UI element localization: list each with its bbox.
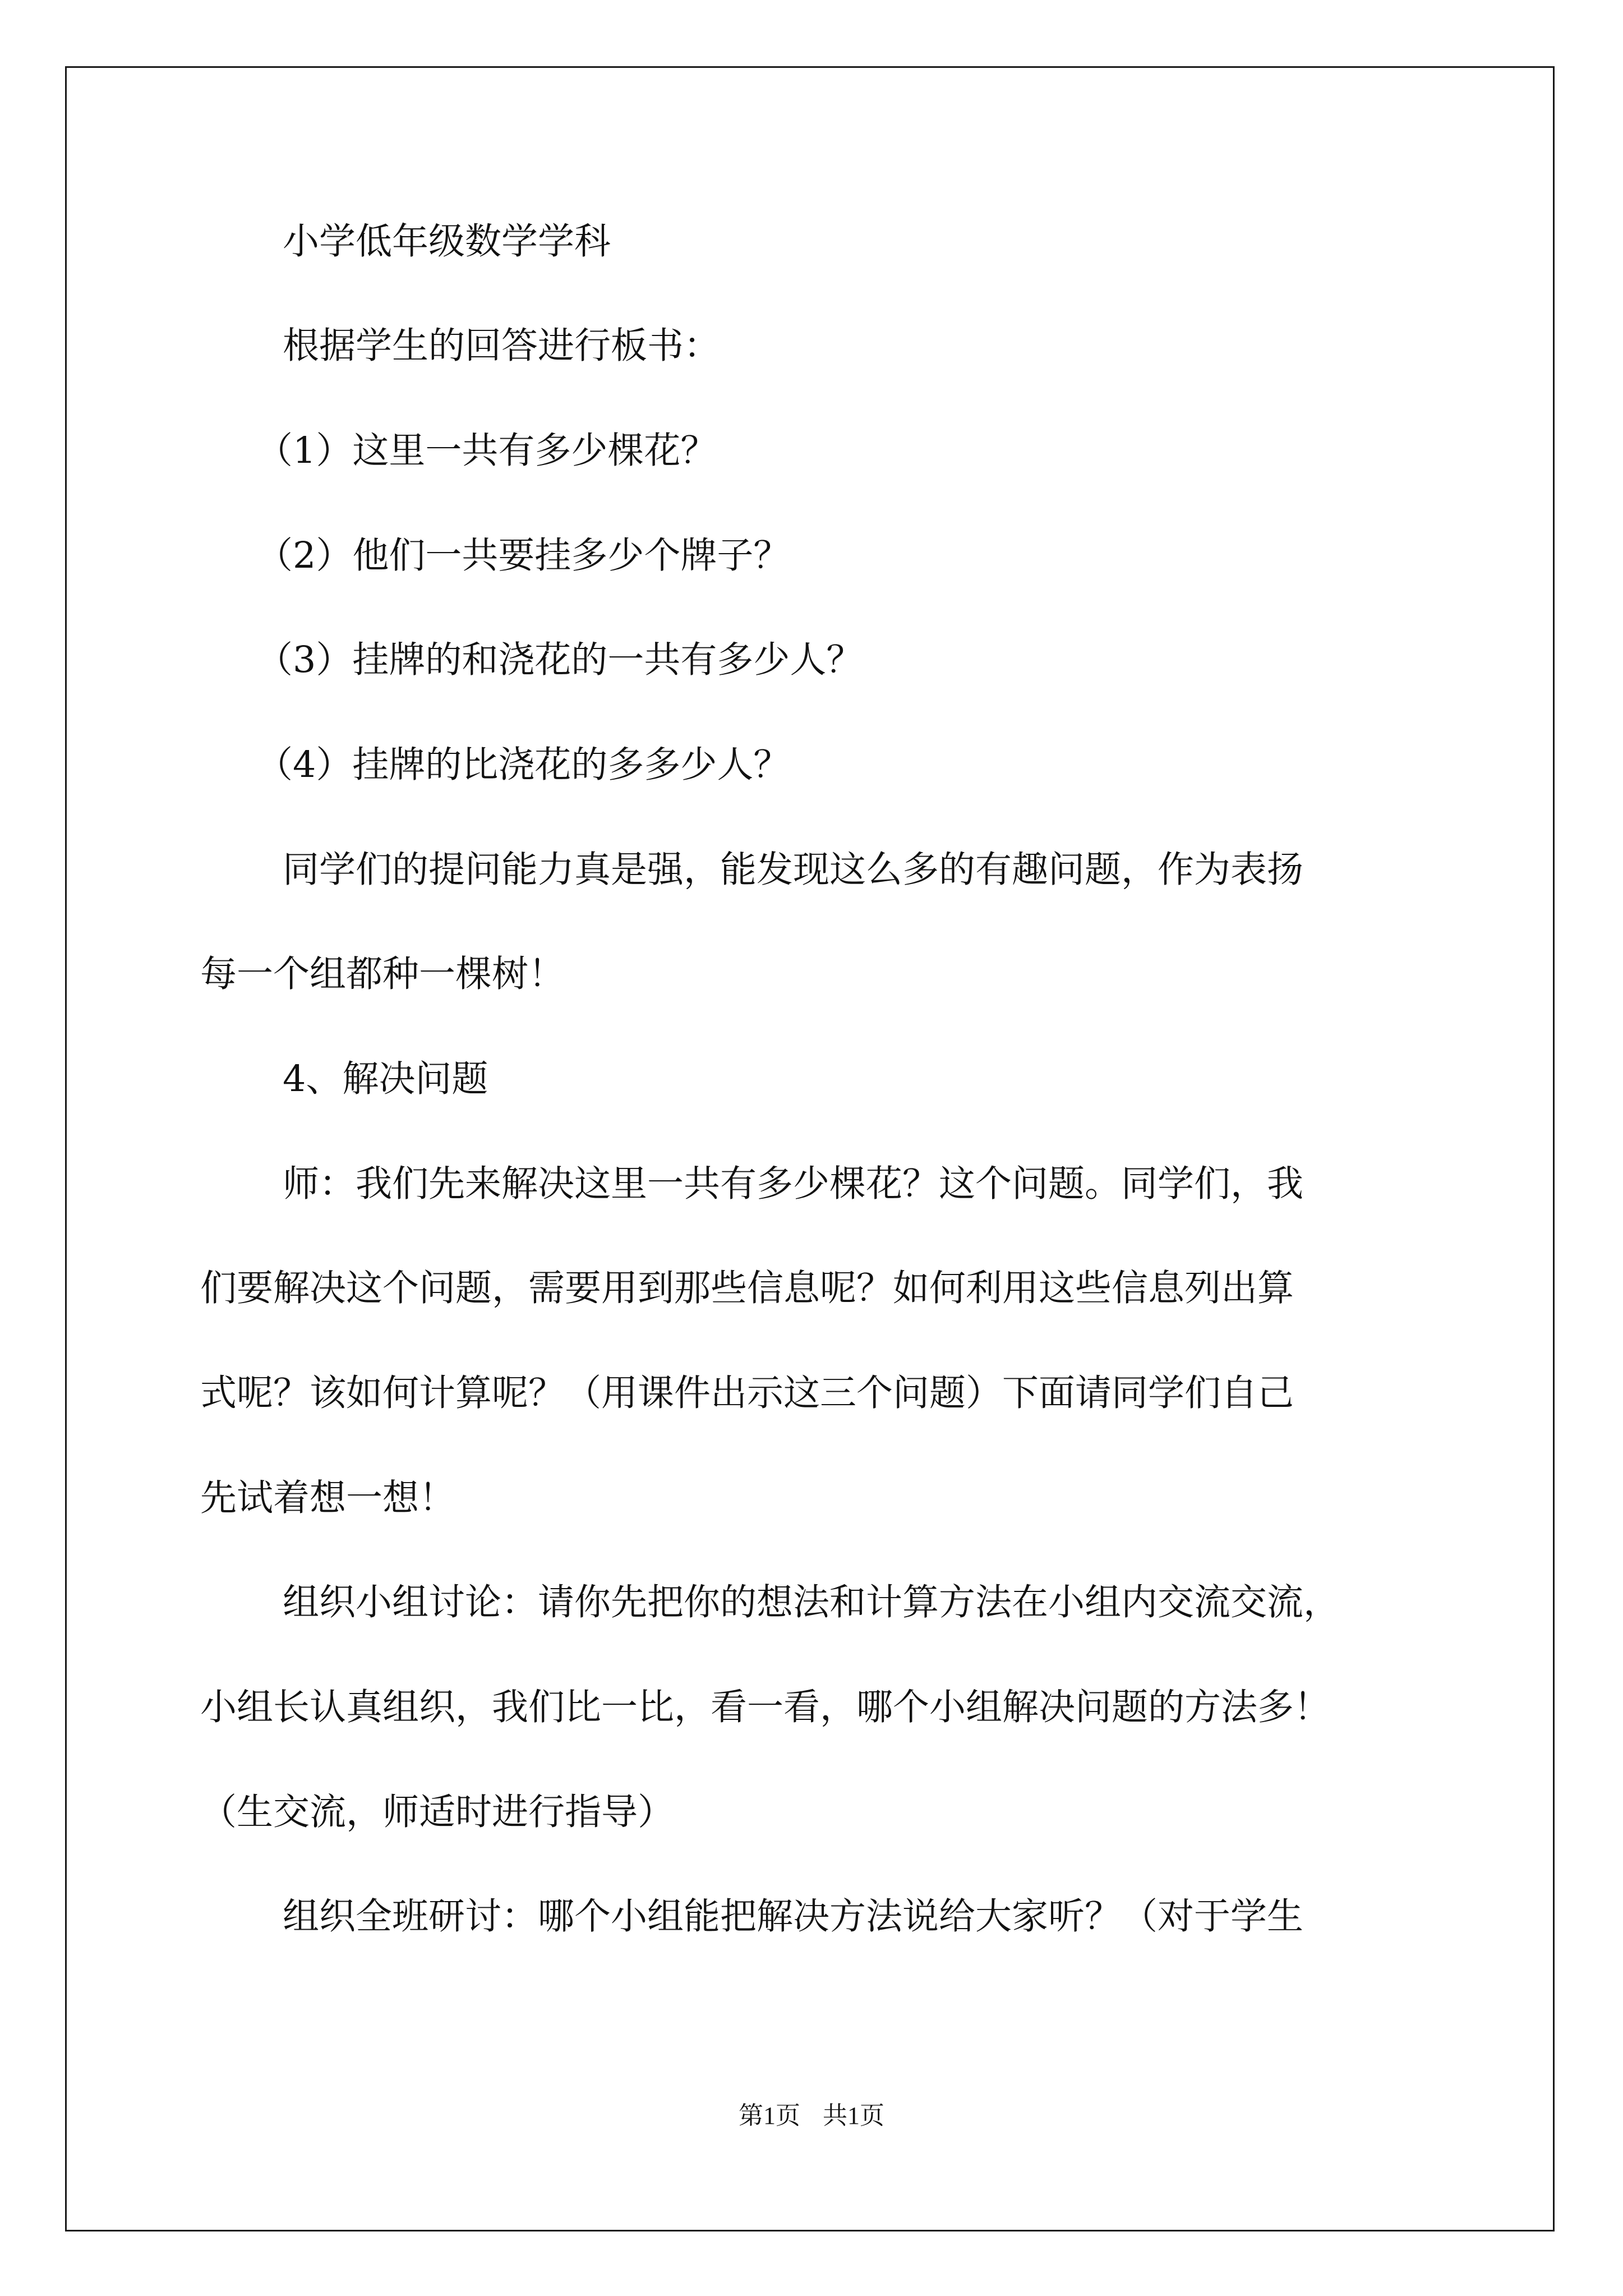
text-line: 先试着想一想！ <box>200 1477 456 1519</box>
text-line: 根据学生的回答进行板书： <box>283 325 721 367</box>
text-line: 式呢？该如何计算呢？（用课件出示这三个问题）下面请同学们自己 <box>200 1372 1294 1414</box>
text-line: 小学低年级数学学科 <box>283 220 611 263</box>
text-line: （1）这里一共有多少棵花？ <box>256 430 717 472</box>
text-line: 4、解决问题 <box>283 1058 488 1100</box>
text-line: 小组长认真组织，我们比一比，看一看，哪个小组解决问题的方法多！ <box>200 1686 1331 1728</box>
text-line: （生交流，师适时进行指导） <box>200 1791 675 1833</box>
text-line: 们要解决这个问题，需要用到那些信息呢？如何利用这些信息列出算 <box>200 1267 1294 1309</box>
text-line: 同学们的提问能力真是强，能发现这么多的有趣问题，作为表扬 <box>283 849 1304 891</box>
page-total: 共1页 <box>823 2102 884 2129</box>
text-line: 组织小组讨论：请你先把你的想法和计算方法在小组内交流交流， <box>283 1581 1340 1623</box>
text-line: （4）挂牌的比浇花的多多少人？ <box>256 744 790 786</box>
text-line: 组织全班研讨：哪个小组能把解决方法说给大家听？（对于学生 <box>283 1895 1304 1938</box>
text-line: （2）他们一共要挂多少个牌子？ <box>256 535 790 577</box>
text-line: （3）挂牌的和浇花的一共有多少人？ <box>256 639 863 681</box>
text-line: 每一个组都种一棵树！ <box>200 953 565 995</box>
page-footer <box>0 2095 1623 2131</box>
page-number: 第1页 <box>739 2102 800 2129</box>
text-line: 师：我们先来解决这里一共有多少棵花？这个问题。同学们，我 <box>283 1163 1304 1205</box>
